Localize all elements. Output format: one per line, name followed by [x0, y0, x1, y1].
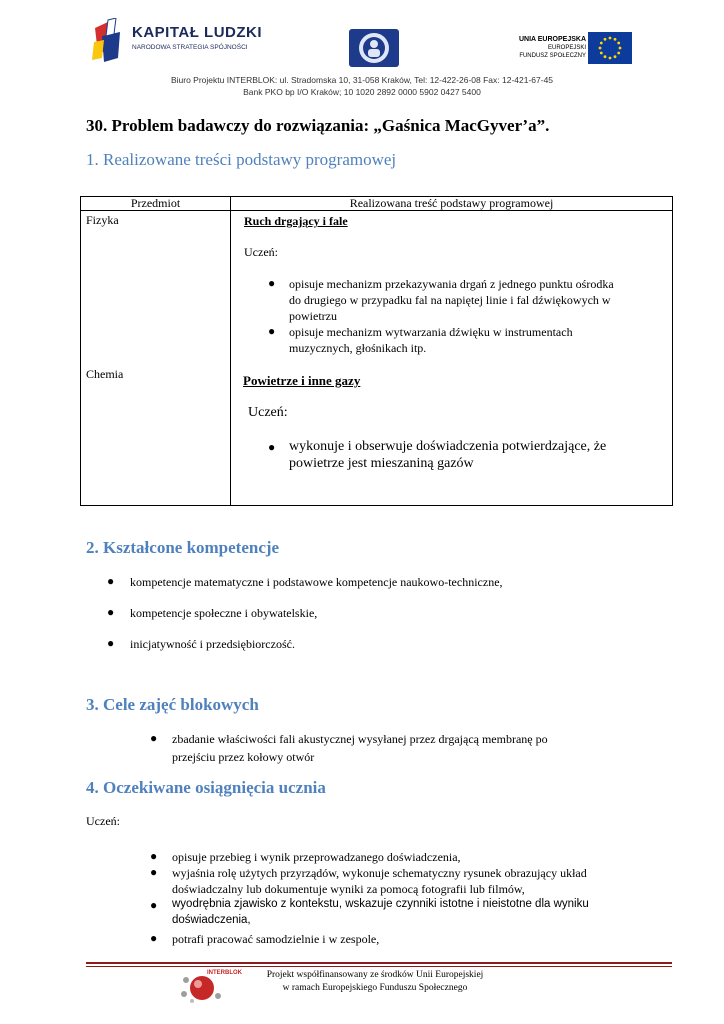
content-cell: [231, 211, 673, 506]
footer-rule-thin: [86, 966, 672, 967]
topic-1-item-1-line-1: opisuje mechanizm przekazywania drgań z jednego punktu ośrodka: [289, 277, 614, 291]
goal-item-line-1: zbadanie właściwości fali akustycznej wysyłanej przez drgającą membranę po: [172, 732, 548, 746]
topic-1-item-1-line-2: do drugiego w przypadku fal na napiętej linie i fal dźwiękowych w: [289, 293, 611, 307]
competence-item-3: inicjatywność i przedsiębiorczość.: [130, 637, 295, 651]
topic-2-uczen: Uczeń:: [248, 405, 288, 420]
table-header-content: Realizowana treść podstawy programowej: [231, 197, 673, 211]
university-seal-logo: [349, 29, 399, 67]
achievement-item-4: potrafi pracować samodzielnie i w zespole,: [172, 932, 380, 946]
eu-logo-line3: FUNDUSZ SPOŁECZNY: [519, 53, 586, 59]
kapital-ludzki-subtitle: NARODOWA STRATEGIA SPÓJNOŚCI: [132, 44, 248, 51]
eu-logo-line2: EUROPEJSKI: [547, 45, 586, 51]
goal-item-line-2: przejściu przez kołowy otwór: [172, 750, 315, 764]
subject-cell: [81, 211, 231, 506]
topic-1-title: Ruch drgający i fale: [244, 214, 348, 228]
table-header-subject: Przedmiot: [81, 197, 231, 211]
address-line-2: Bank PKO bp I/O Kraków; 10 1020 2892 0000 5902 0427 5400: [243, 87, 481, 97]
achievement-item-2-line-1: wyjaśnia rolę użytych przyrządów, wykonuje schematyczny rysunek obrazujący układ: [172, 866, 587, 880]
section-3-heading: 3. Cele zajęć blokowych: [86, 695, 259, 714]
section-2-heading: 2. Kształcone kompetencje: [86, 538, 280, 557]
address-line-1: Biuro Projektu INTERBLOK: ul. Stradomska 10, 31-058 Kraków, Tel: 12-422-26-08 Fax: 12-421-67-45: [170, 75, 554, 85]
achievement-item-3-line-2: doświadczenia,: [172, 914, 251, 926]
footer-line-2: w ramach Europejskiego Funduszu Społecznego: [282, 983, 468, 993]
interblok-logo-label: INTERBLOK: [207, 970, 242, 976]
topic-2-item-1-line-1: wykonuje i obserwuje doświadczenia potwierdzające, że: [289, 439, 607, 454]
bullet-icon: ●: [268, 276, 276, 290]
achievement-item-2-line-2: doświadczalny lub dokumentuje wyniki za pomocą fotografii lub filmów,: [172, 882, 525, 896]
bullet-icon: ●: [107, 574, 115, 588]
kapital-ludzki-title: KAPITAŁ LUDZKI: [132, 24, 263, 41]
subject-fizyka: Fizyka: [86, 213, 119, 227]
eu-logo-line1: UNIA EUROPEJSKA: [518, 36, 586, 43]
bullet-icon: ●: [150, 931, 158, 945]
topic-1-uczen: Uczeń:: [244, 245, 278, 259]
topic-1-item-2-line-1: opisuje mechanizm wytwarzania dźwięku w instrumentach: [289, 325, 573, 339]
subject-chemia: Chemia: [86, 367, 124, 381]
document-title: 30. Problem badawczy do rozwiązania: „Gaśnica MacGyver’a”.: [86, 116, 550, 135]
section-4-uczen: Uczeń:: [86, 814, 120, 828]
bullet-icon: ●: [150, 849, 158, 863]
bullet-icon: ●: [107, 605, 115, 619]
competence-item-1: kompetencje matematyczne i podstawowe kompetencje naukowo-techniczne,: [130, 575, 503, 589]
bullet-icon: ●: [150, 898, 158, 912]
bullet-icon: ●: [107, 636, 115, 650]
topic-2-title: Powietrze i inne gazy: [243, 373, 361, 388]
bullet-icon: ●: [150, 731, 158, 745]
footer-line-1: Projekt współfinansowany ze środków Unii Europejskiej: [266, 970, 484, 980]
section-1-heading: 1. Realizowane treści podstawy programowej: [86, 150, 397, 169]
competence-item-2: kompetencje społeczne i obywatelskie,: [130, 606, 318, 620]
section-4-heading: 4. Oczekiwane osiągnięcia ucznia: [86, 778, 326, 797]
topic-1-item-2-line-2: muzycznych, głośnikach itp.: [289, 341, 427, 355]
curriculum-table: [80, 196, 673, 506]
bullet-icon: ●: [268, 324, 276, 338]
bullet-icon: ●: [268, 440, 276, 454]
footer-rule: [86, 962, 672, 964]
achievement-item-1: opisuje przebieg i wynik przeprowadzanego doświadczenia,: [172, 850, 461, 864]
bullet-icon: ●: [150, 865, 158, 879]
achievement-item-3-line-1: wyodrębnia zjawisko z kontekstu, wskazuje czynniki istotne i nieistotne dla wyniku: [172, 898, 589, 910]
topic-2-item-1-line-2: powietrze jest mieszaniną gazów: [289, 456, 474, 471]
eu-flag-icon: [588, 32, 632, 64]
topic-1-item-1-line-3: powietrzu: [289, 309, 337, 323]
